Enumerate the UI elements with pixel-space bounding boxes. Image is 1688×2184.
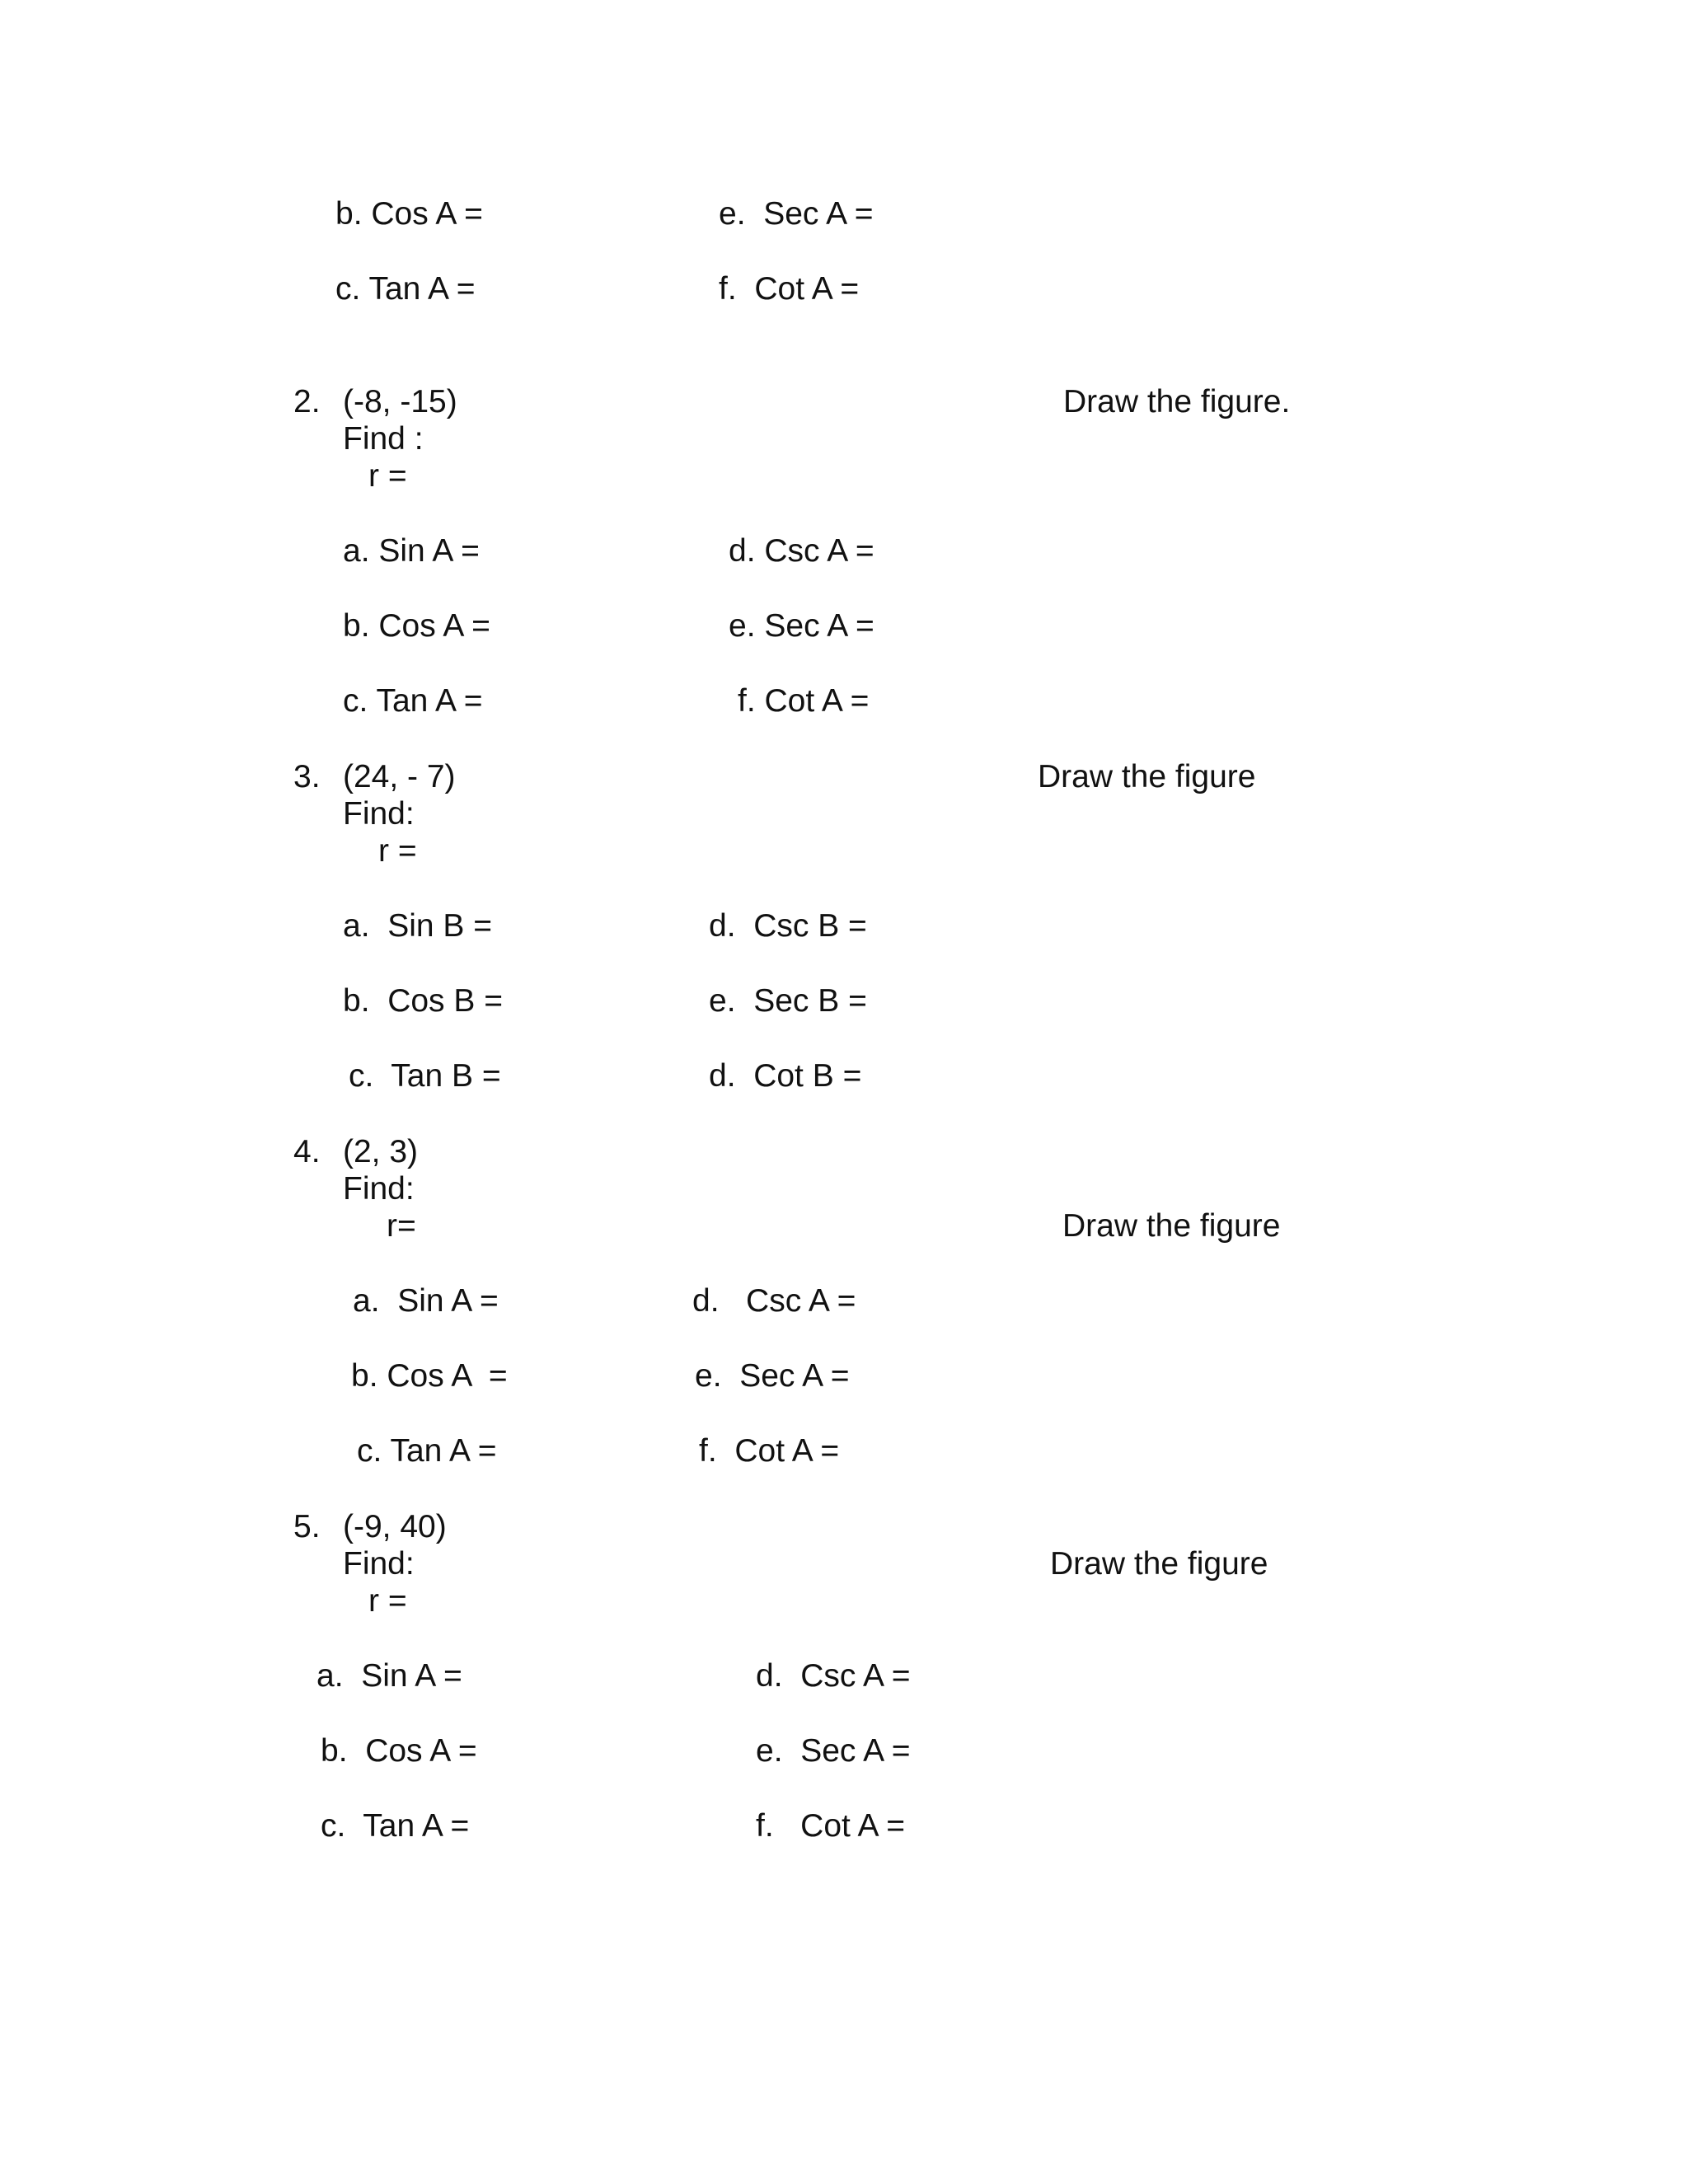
p5-cot-label: f. Cot A = (756, 1808, 906, 1844)
p4-draw-instruction: Draw the figure (1062, 1208, 1281, 1244)
p2-cos-label: b. Cos A = (343, 608, 490, 644)
p5-tan-label: c. Tan A = (321, 1808, 470, 1844)
p1-sec-label: e. Sec A = (719, 196, 874, 232)
p4-csc-label: d. Csc A = (692, 1283, 856, 1319)
p2-number: 2. (293, 384, 321, 419)
p4-cos-label: b. Cos A = (351, 1358, 508, 1394)
p5-csc-label: d. Csc A = (756, 1658, 911, 1694)
p2-sin-label: a. Sin A = (343, 533, 480, 569)
p4-tan-label: c. Tan A = (357, 1433, 497, 1469)
p5-find-label: Find: (343, 1546, 415, 1582)
p5-number: 5. (293, 1509, 321, 1544)
p4-r-label: r= (387, 1208, 416, 1244)
p3-point: (24, - 7) (343, 759, 456, 794)
p3-csc-label: d. Csc B = (709, 908, 867, 944)
p5-r-label: r = (368, 1583, 407, 1619)
p3-sec-label: e. Sec B = (709, 983, 867, 1019)
p1-cos-label: b. Cos A = (335, 196, 483, 232)
p2-draw-instruction: Draw the figure. (1063, 384, 1291, 419)
p3-r-label: r = (378, 833, 417, 869)
p3-cot-label: d. Cot B = (709, 1058, 862, 1094)
p4-number: 4. (293, 1134, 321, 1169)
p2-point: (-8, -15) (343, 384, 457, 419)
p4-point: (2, 3) (343, 1134, 419, 1169)
p5-sin-label: a. Sin A = (316, 1658, 462, 1694)
p3-draw-instruction: Draw the figure (1038, 759, 1256, 794)
p2-cot-label: f. Cot A = (738, 683, 870, 719)
p2-find-label: Find : (343, 421, 424, 457)
p2-sec-label: e. Sec A = (729, 608, 874, 644)
p3-number: 3. (293, 759, 321, 794)
p3-find-label: Find: (343, 796, 415, 832)
p5-cos-label: b. Cos A = (321, 1733, 477, 1769)
p2-r-label: r = (368, 458, 407, 494)
p4-find-label: Find: (343, 1171, 415, 1207)
p2-tan-label: c. Tan A = (343, 683, 483, 719)
p5-point: (-9, 40) (343, 1509, 447, 1544)
p2-csc-label: d. Csc A = (729, 533, 874, 569)
p5-sec-label: e. Sec A = (756, 1733, 911, 1769)
p4-sin-label: a. Sin A = (353, 1283, 499, 1319)
p3-sin-label: a. Sin B = (343, 908, 493, 944)
p4-cot-label: f. Cot A = (699, 1433, 840, 1469)
p4-sec-label: e. Sec A = (695, 1358, 850, 1394)
p1-cot-label: f. Cot A = (719, 271, 860, 307)
p1-tan-label: c. Tan A = (335, 271, 476, 307)
p3-tan-label: c. Tan B = (349, 1058, 501, 1094)
p5-draw-instruction: Draw the figure (1050, 1546, 1268, 1582)
p3-cos-label: b. Cos B = (343, 983, 504, 1019)
